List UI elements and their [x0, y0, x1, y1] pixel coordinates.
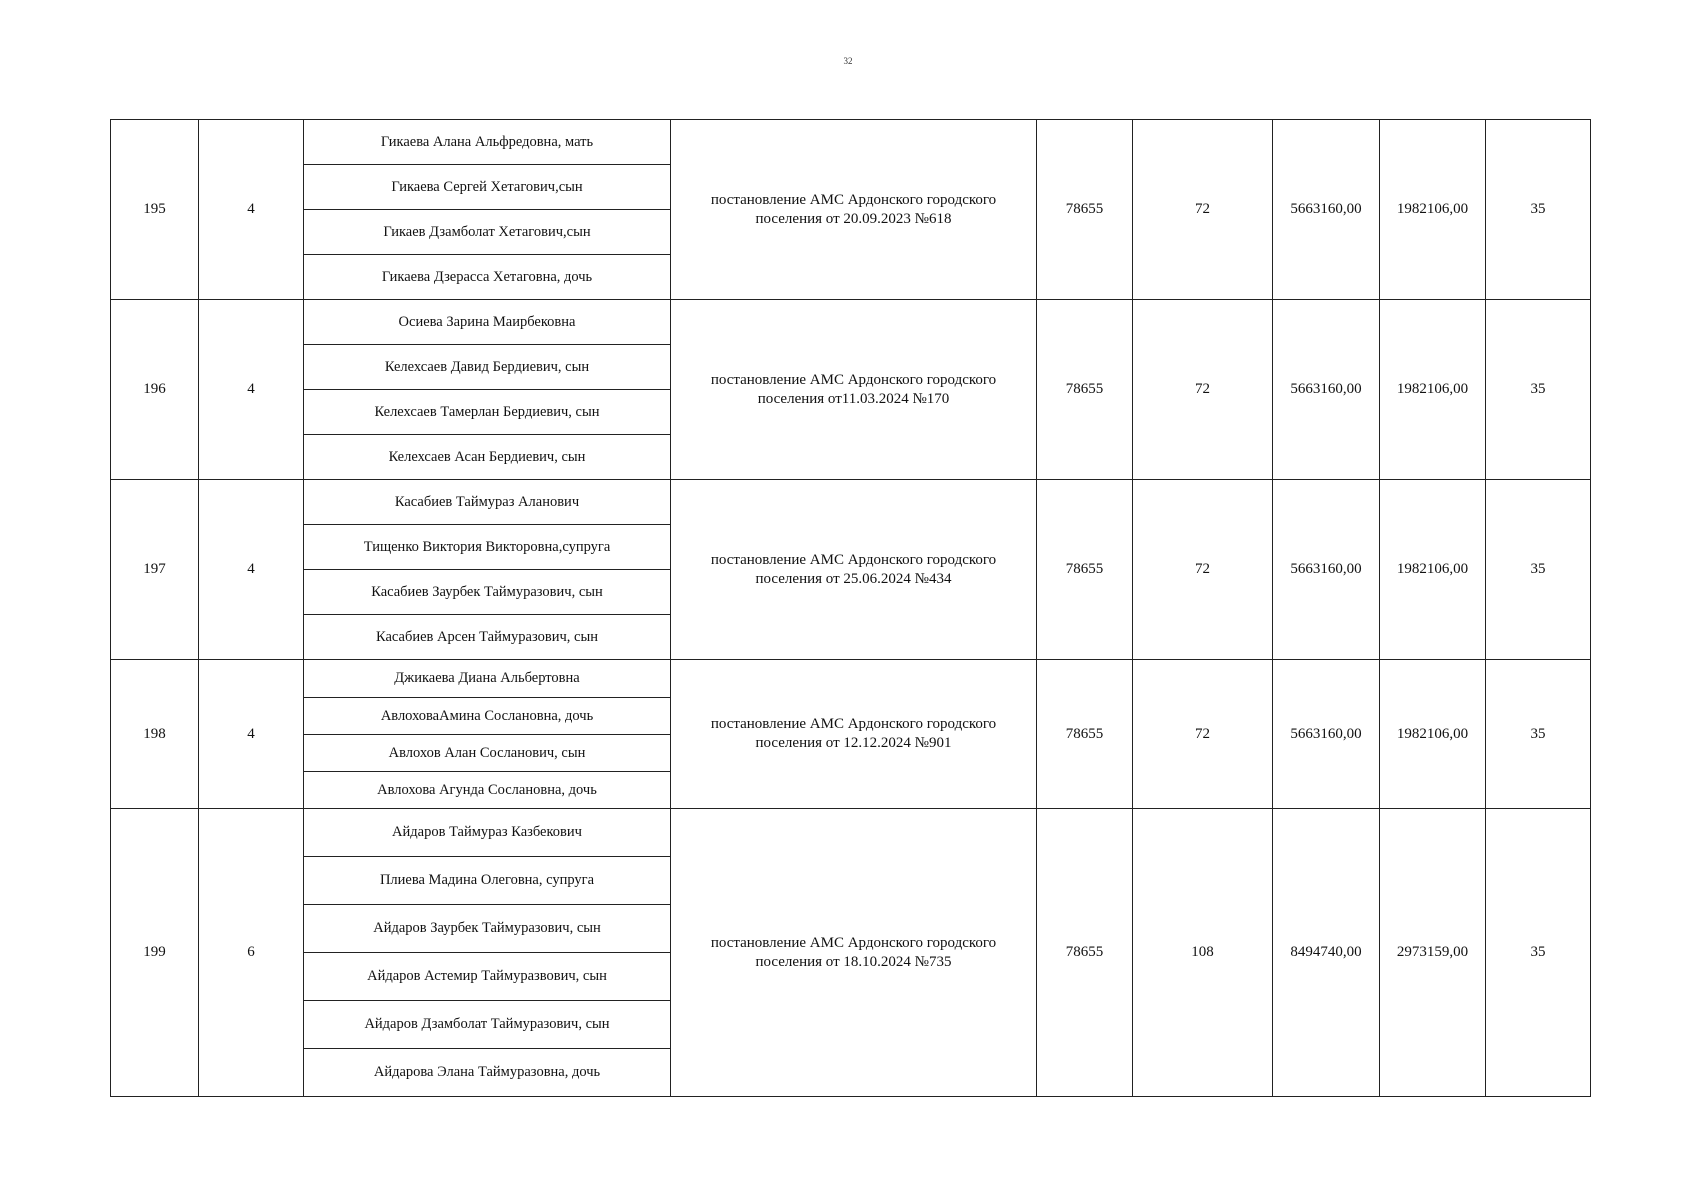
- family-member: Осиева Зарина Маирбековна: [304, 300, 671, 345]
- family-member: Айдаров Дзамболат Таймуразович, сын: [304, 1001, 671, 1049]
- table-row: [111, 809, 1591, 857]
- total-amount: 5663160,00: [1273, 120, 1380, 300]
- total-amount: 5663160,00: [1273, 660, 1380, 809]
- decree: постановление АМС Ардонского городского поселения от 12.12.2024 №901: [671, 660, 1037, 809]
- family-member: Авлохов Алан Сосланович, сын: [304, 735, 671, 772]
- family-member: Гикаева Дзерасса Хетаговна, дочь: [304, 255, 671, 300]
- page-number: 32: [843, 56, 853, 66]
- housing-register-table: [110, 119, 1591, 1097]
- percent: 35: [1486, 120, 1591, 300]
- family-member: Айдаров Таймураз Казбекович: [304, 809, 671, 857]
- total-amount: 5663160,00: [1273, 480, 1380, 660]
- total-amount: 8494740,00: [1273, 809, 1380, 1097]
- percent: 35: [1486, 480, 1591, 660]
- family-size: 4: [199, 300, 304, 480]
- family-member: Касабиев Арсен Таймуразович, сын: [304, 615, 671, 660]
- percent: 35: [1486, 300, 1591, 480]
- family-member: Тищенко Виктория Викторовна,супруга: [304, 525, 671, 570]
- family-size: 4: [199, 660, 304, 809]
- family-member: Касабиев Таймураз Аланович: [304, 480, 671, 525]
- family-member: Плиева Мадина Олеговна, супруга: [304, 857, 671, 905]
- decree: постановление АМС Ардонского городского поселения от 25.06.2024 №434: [671, 480, 1037, 660]
- record-number: 195: [111, 120, 199, 300]
- total-amount: 5663160,00: [1273, 300, 1380, 480]
- family-member: Касабиев Заурбек Таймуразович, сын: [304, 570, 671, 615]
- decree: постановление АМС Ардонского городского поселения от 20.09.2023 №618: [671, 120, 1037, 300]
- family-size: 4: [199, 480, 304, 660]
- record-number: 196: [111, 300, 199, 480]
- family-member: Айдарова Элана Таймуразовна, дочь: [304, 1049, 671, 1097]
- subsidy-amount: 1982106,00: [1380, 300, 1486, 480]
- record-number: 197: [111, 480, 199, 660]
- family-size: 6: [199, 809, 304, 1097]
- decree: постановление АМС Ардонского городского поселения от11.03.2024 №170: [671, 300, 1037, 480]
- record-number: 199: [111, 809, 199, 1097]
- family-size: 4: [199, 120, 304, 300]
- family-member: Авлохова Агунда Сослановна, дочь: [304, 772, 671, 809]
- family-member: Айдаров Заурбек Таймуразович, сын: [304, 905, 671, 953]
- family-member: Гикаева Алана Альфредовна, мать: [304, 120, 671, 165]
- percent: 35: [1486, 809, 1591, 1097]
- family-member: Гикаев Дзамболат Хетагович,сын: [304, 210, 671, 255]
- family-member: Айдаров Астемир Таймуразвович, сын: [304, 953, 671, 1001]
- family-member: Джикаева Диана Альбертовна: [304, 660, 671, 698]
- norm-cost: 78655: [1037, 120, 1133, 300]
- subsidy-amount: 1982106,00: [1380, 480, 1486, 660]
- subsidy-amount: 1982106,00: [1380, 120, 1486, 300]
- area: 108: [1133, 809, 1273, 1097]
- table-row: [111, 120, 1591, 165]
- record-number: 198: [111, 660, 199, 809]
- register-body: [111, 120, 1591, 1097]
- area: 72: [1133, 300, 1273, 480]
- subsidy-amount: 2973159,00: [1380, 809, 1486, 1097]
- table-row: [111, 660, 1591, 698]
- decree: постановление АМС Ардонского городского поселения от 18.10.2024 №735: [671, 809, 1037, 1097]
- table-row: [111, 480, 1591, 525]
- area: 72: [1133, 120, 1273, 300]
- family-member: АвлоховаАмина Сослановна, дочь: [304, 698, 671, 735]
- norm-cost: 78655: [1037, 660, 1133, 809]
- norm-cost: 78655: [1037, 480, 1133, 660]
- percent: 35: [1486, 660, 1591, 809]
- family-member: Келехсаев Тамерлан Бердиевич, сын: [304, 390, 671, 435]
- table-row: [111, 300, 1591, 345]
- subsidy-amount: 1982106,00: [1380, 660, 1486, 809]
- norm-cost: 78655: [1037, 809, 1133, 1097]
- family-member: Келехсаев Давид Бердиевич, сын: [304, 345, 671, 390]
- area: 72: [1133, 480, 1273, 660]
- norm-cost: 78655: [1037, 300, 1133, 480]
- family-member: Келехсаев Асан Бердиевич, сын: [304, 435, 671, 480]
- family-member: Гикаева Сергей Хетагович,сын: [304, 165, 671, 210]
- area: 72: [1133, 660, 1273, 809]
